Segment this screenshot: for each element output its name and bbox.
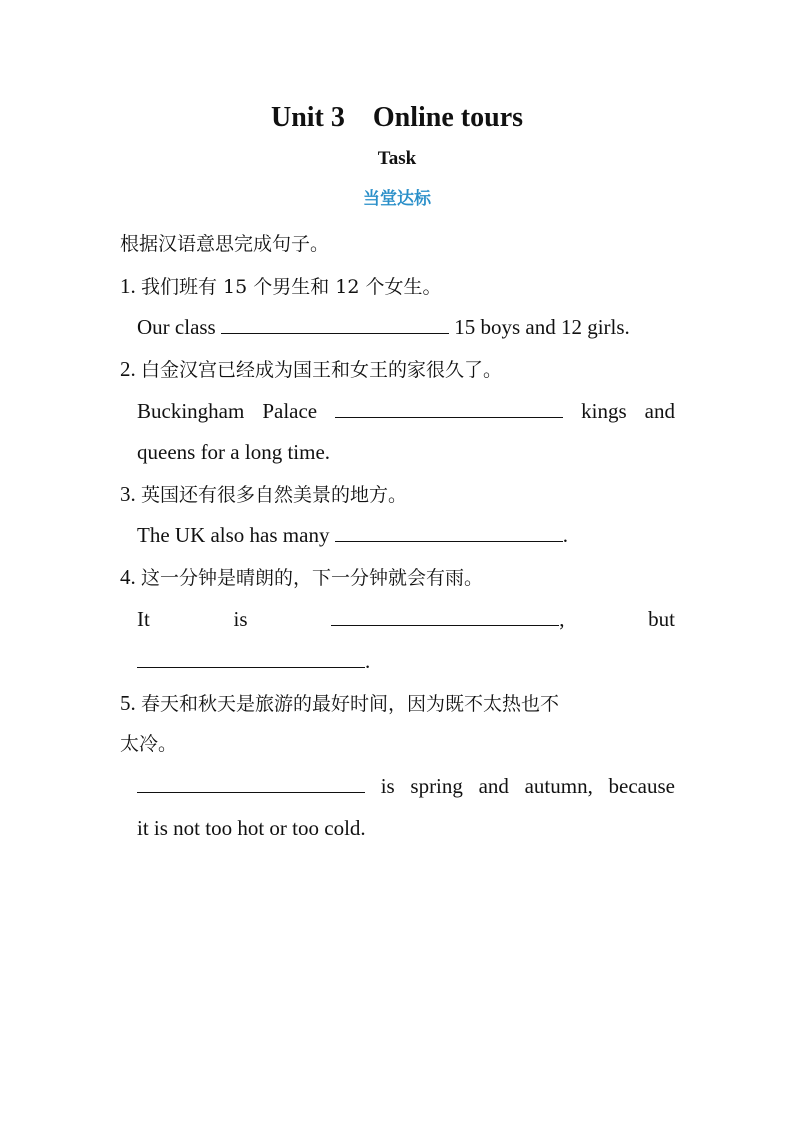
q5-blank[interactable]: [137, 772, 365, 793]
q2-word-4: and: [644, 399, 675, 423]
q3-english: [137, 521, 675, 549]
q5-english-line1: [137, 772, 675, 800]
q4-end: .: [365, 649, 371, 673]
q5-chinese-line2: 太冷。: [120, 733, 178, 755]
q5-word-4: autumn,: [524, 774, 593, 798]
q2-cn-text: 白金汉宫已经成为国王和女王的家很久了。: [141, 359, 503, 381]
q1-chinese: [120, 272, 676, 301]
q4-word-3: but: [648, 607, 675, 631]
q3-blank[interactable]: [335, 521, 563, 542]
q5-word-5: because: [608, 774, 675, 798]
q2-word-2: Palace: [262, 399, 318, 423]
section-label: 当堂达标: [363, 189, 431, 209]
q4-english-line1: [137, 605, 675, 633]
q4-blank-2[interactable]: [137, 647, 365, 668]
q4-comma: ,: [559, 607, 565, 631]
q2-blank[interactable]: [335, 397, 563, 418]
q4-number: 4.: [120, 565, 136, 589]
q3-number: 3.: [120, 482, 136, 506]
q1-english: [137, 313, 675, 341]
q1-number: 1.: [120, 274, 136, 298]
q4-blank-1-group: [331, 605, 564, 633]
q2-word-1: Buckingham: [137, 399, 245, 423]
q2-word-3: kings: [581, 399, 627, 423]
q5-word-1: is: [380, 774, 395, 798]
q5-chinese-line1: [120, 689, 676, 718]
q4-chinese: [120, 563, 676, 592]
page-subtitle: Task: [377, 148, 417, 169]
q2-number: 2.: [120, 357, 136, 381]
q3-chinese: [120, 480, 676, 509]
q5-english-line2: it is not too hot or too cold.: [137, 816, 366, 840]
q1-en-before: Our class: [137, 315, 216, 339]
q3-cn-text: 英国还有很多自然美景的地方。: [141, 484, 408, 506]
q4-cn-text: 这一分钟是晴朗的，下一分钟就会有雨。: [141, 567, 484, 589]
q5-number: 5.: [120, 691, 136, 715]
q4-blank-1[interactable]: [331, 605, 559, 626]
q3-en-before: The UK also has many: [137, 523, 330, 547]
q3-en-after: .: [562, 523, 568, 547]
q2-english-line2: queens for a long time.: [137, 440, 331, 464]
q1-cn-text: 我们班有 15 个男生和 12 个女生。: [141, 276, 442, 298]
q4-word-2: is: [233, 607, 248, 631]
q5-cn-text-1: 春天和秋天是旅游的最好时间，因为既不太热也不: [141, 693, 560, 715]
page-title: Unit 3 Online tours: [270, 102, 524, 133]
q2-english-line1: [137, 397, 675, 425]
instruction: 根据汉语意思完成句子。: [120, 233, 330, 255]
q2-chinese: [120, 355, 676, 384]
q5-word-2: spring: [410, 774, 463, 798]
q4-english-line2: [137, 647, 675, 675]
q5-word-3: and: [478, 774, 509, 798]
q1-en-after: 15 boys and 12 girls.: [454, 315, 630, 339]
q1-blank[interactable]: [221, 313, 449, 334]
q4-word-1: It: [137, 607, 150, 631]
